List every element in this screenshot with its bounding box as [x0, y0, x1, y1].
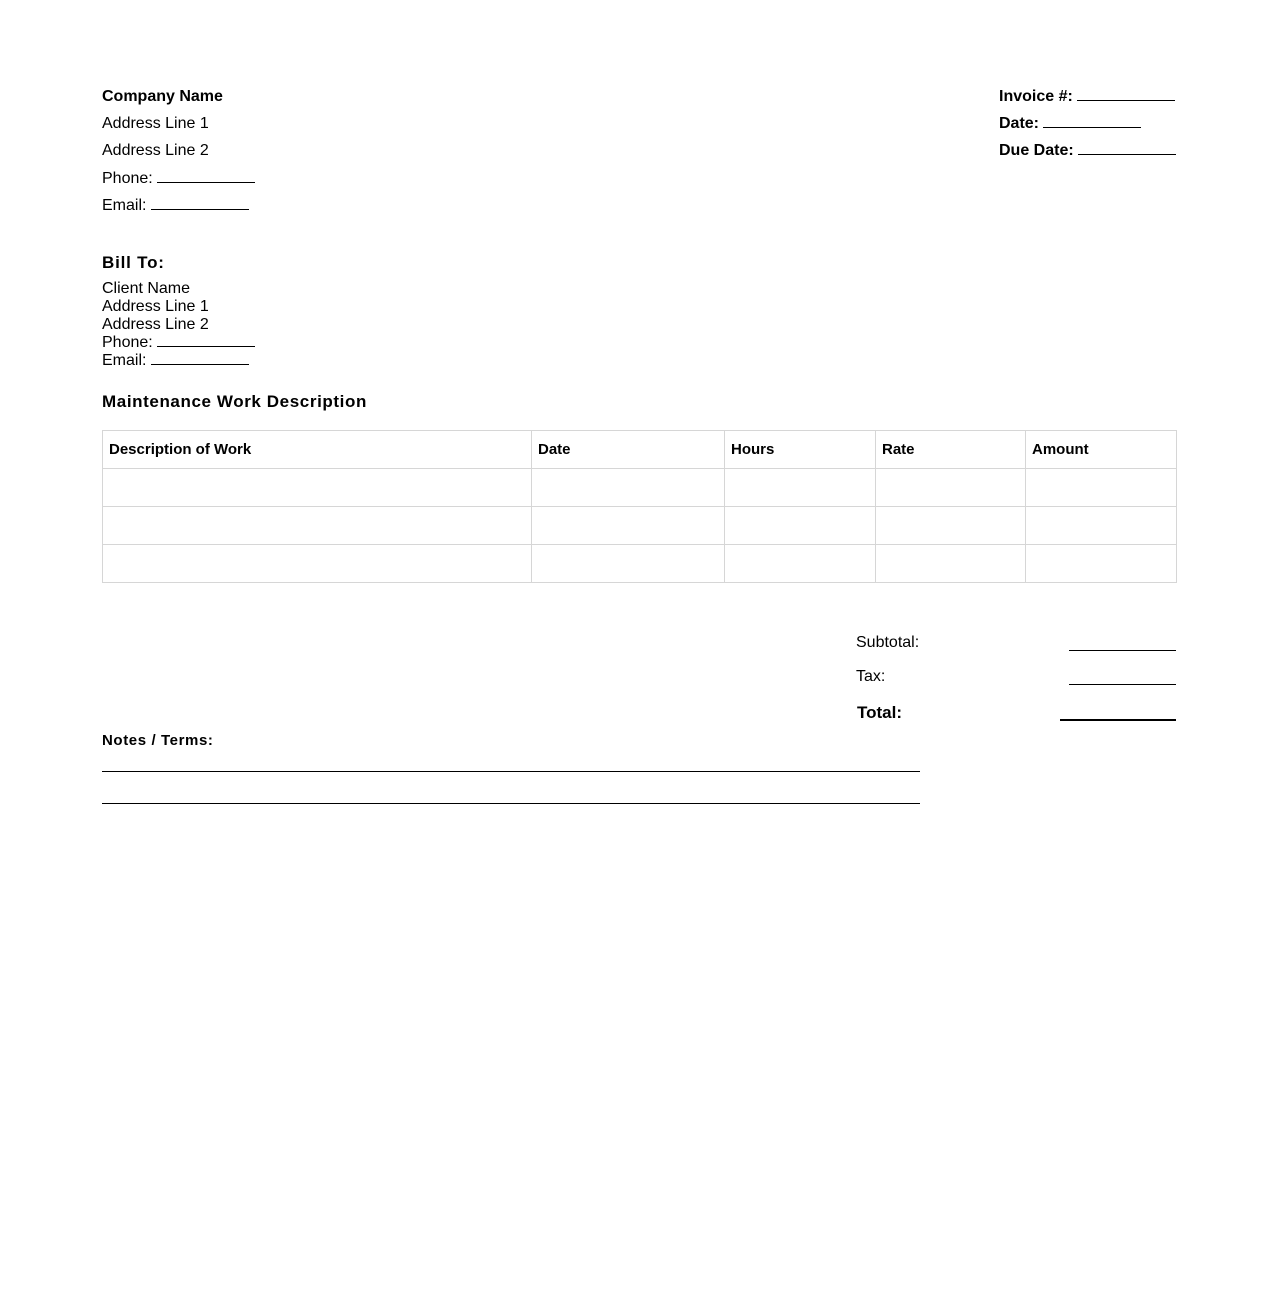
- tax-blank[interactable]: [1069, 684, 1176, 685]
- total-blank[interactable]: [1060, 719, 1176, 721]
- invoice-date-blank[interactable]: [1043, 115, 1141, 128]
- table-row: [103, 545, 1177, 583]
- tax-label: Tax:: [856, 668, 886, 685]
- client-name: Client Name: [102, 280, 191, 297]
- column-header-amount: Amount: [1026, 431, 1177, 469]
- cell-rate[interactable]: [876, 469, 1026, 507]
- bill-to-block: [102, 280, 255, 370]
- subtotal-label: Subtotal:: [856, 634, 920, 651]
- invoice-due-date-blank[interactable]: [1078, 142, 1176, 155]
- total-label: Total:: [857, 703, 903, 722]
- column-header-rate: Rate: [876, 431, 1026, 469]
- invoice-number-blank[interactable]: [1077, 88, 1175, 101]
- invoice-number: [999, 88, 1175, 106]
- notes-terms-heading: Notes / Terms:: [102, 732, 214, 749]
- subtotal-blank[interactable]: [1069, 650, 1176, 651]
- table-row: [103, 469, 1177, 507]
- cell-description[interactable]: [103, 469, 532, 507]
- client-phone-blank[interactable]: [157, 334, 255, 347]
- invoice-due-date: [999, 142, 1176, 160]
- notes-line[interactable]: [102, 771, 920, 772]
- invoice-due-date-label: Due Date:: [999, 142, 1074, 159]
- column-header-hours: Hours: [725, 431, 876, 469]
- client-address-line-1: Address Line 1: [102, 298, 209, 315]
- cell-rate[interactable]: [876, 507, 1026, 545]
- bill-to-heading: Bill To:: [102, 253, 165, 272]
- cell-amount[interactable]: [1026, 545, 1177, 583]
- notes-line[interactable]: [102, 803, 920, 804]
- client-address-line-2: Address Line 2: [102, 316, 209, 333]
- table-row: [103, 507, 1177, 545]
- client-email-blank[interactable]: [151, 352, 249, 365]
- cell-description[interactable]: [103, 545, 532, 583]
- cell-date[interactable]: [532, 469, 725, 507]
- invoice-number-label: Invoice #:: [999, 88, 1073, 105]
- company-phone-label: Phone:: [102, 170, 153, 187]
- cell-date[interactable]: [532, 545, 725, 583]
- cell-hours[interactable]: [725, 545, 876, 583]
- company-email-blank[interactable]: [151, 197, 249, 210]
- client-phone: [102, 334, 255, 352]
- work-table: [102, 430, 1177, 583]
- client-email: [102, 352, 255, 370]
- company-address-line-1: Address Line 1: [102, 115, 209, 132]
- company-email-label: Email:: [102, 197, 147, 214]
- cell-amount[interactable]: [1026, 469, 1177, 507]
- table-header-row: [103, 431, 1177, 469]
- company-address-line-2: Address Line 2: [102, 142, 209, 159]
- company-name: Company Name: [102, 88, 223, 105]
- work-description-heading: Maintenance Work Description: [102, 392, 367, 411]
- cell-description[interactable]: [103, 507, 532, 545]
- column-header-date: Date: [532, 431, 725, 469]
- cell-hours[interactable]: [725, 469, 876, 507]
- cell-hours[interactable]: [725, 507, 876, 545]
- company-phone-blank[interactable]: [157, 170, 255, 183]
- client-phone-label: Phone:: [102, 334, 153, 351]
- column-header-description: Description of Work: [103, 431, 532, 469]
- cell-rate[interactable]: [876, 545, 1026, 583]
- cell-date[interactable]: [532, 507, 725, 545]
- invoice-date: [999, 115, 1141, 133]
- invoice-date-label: Date:: [999, 115, 1040, 132]
- client-email-label: Email:: [102, 352, 147, 369]
- company-phone: [102, 170, 255, 188]
- company-email: [102, 197, 249, 215]
- cell-amount[interactable]: [1026, 507, 1177, 545]
